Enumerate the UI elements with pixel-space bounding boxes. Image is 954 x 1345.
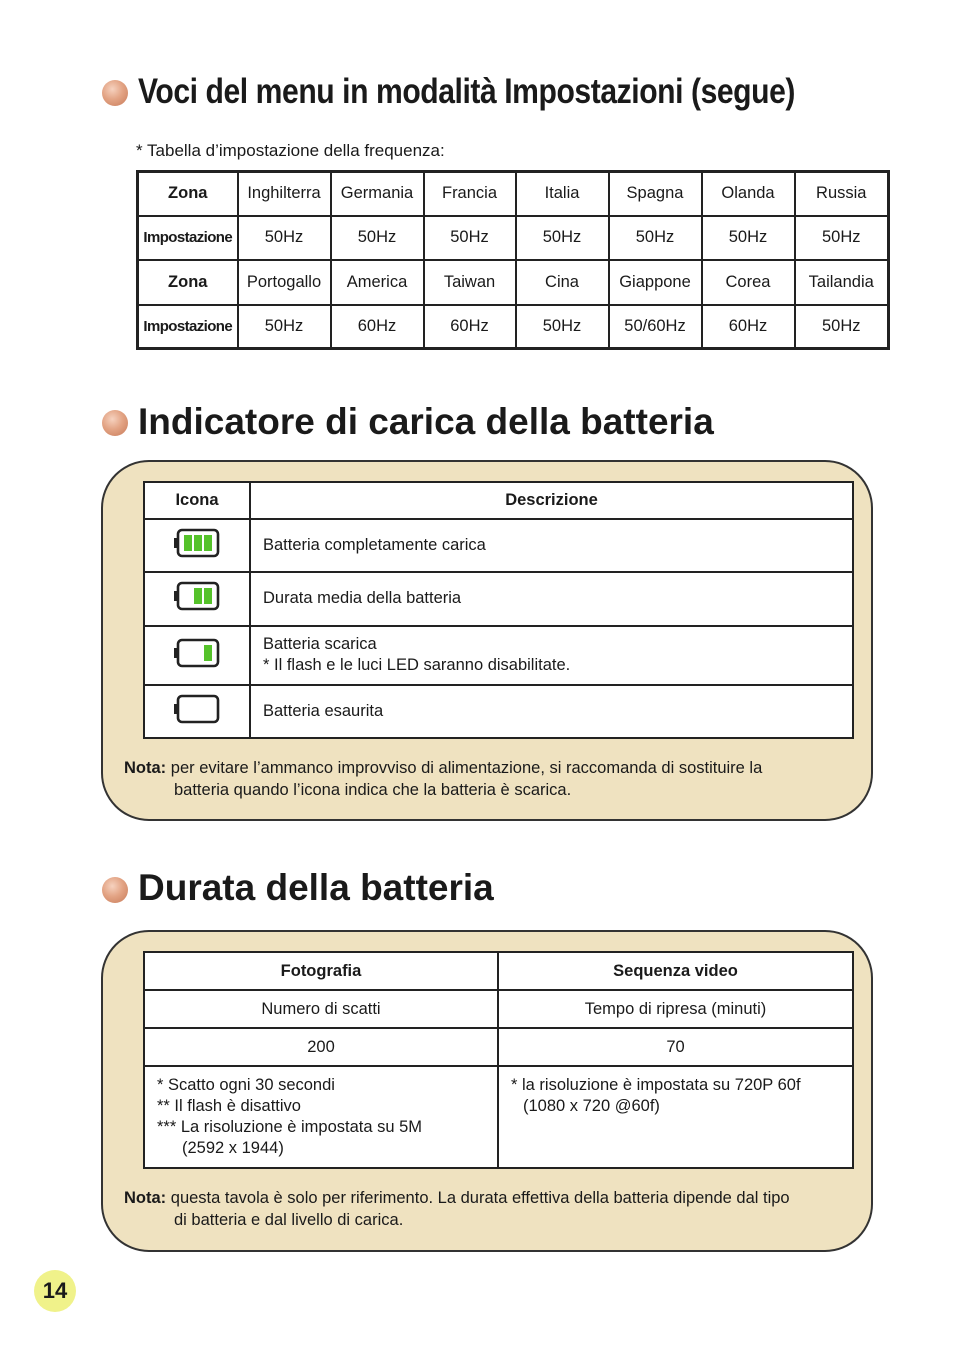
photo-notes [144,1066,498,1168]
battery-medium-icon [173,581,221,611]
table-cell: Francia [424,172,516,216]
section-bullet-icon [102,80,128,106]
table-row [144,572,853,625]
section-title-menu: Voci del menu in modalità Impostazioni (segue) [138,72,795,111]
battery-empty-description: Batteria esaurita [250,685,853,738]
table-cell: Portogallo [238,260,331,305]
table-cell: 50/60Hz [609,305,702,349]
table-cell: 50Hz [238,305,331,349]
table-cell: 50Hz [516,305,609,349]
table-cell: Cina [516,260,609,305]
photo-metric-label: Numero di scatti [144,990,498,1028]
section-bullet-icon [102,877,128,903]
table-row [138,305,889,349]
section-bullet-icon [102,410,128,436]
video-value: 70 [498,1028,853,1066]
setting-label: Impostazione [138,216,238,260]
table-cell: Tailandia [795,260,889,305]
table-row [144,685,853,738]
photo-note-line: ** Il flash è disattivo [157,1097,301,1115]
photo-note-line: *** La risoluzione è impostata su 5M [157,1118,423,1136]
table-row [144,990,853,1028]
note-text-line2: di batteria e dal livello di carica. [174,1210,404,1229]
battery-medium-description: Durata media della batteria [250,572,853,625]
page-number: 14 [34,1270,76,1312]
table-cell: Italia [516,172,609,216]
zone-label: Zona [138,172,238,216]
note-label: Nota: [124,1189,167,1207]
column-header-video: Sequenza video [498,952,853,990]
table-cell: Corea [702,260,795,305]
battery-life-table [143,951,854,1169]
table-cell: 50Hz [702,216,795,260]
table-cell: Russia [795,172,889,216]
table-cell: Olanda [702,172,795,216]
table-row [138,216,889,260]
photo-note-line: (2592 x 1944) [182,1139,284,1157]
frequency-table-caption: * Tabella d’impostazione della frequenza: [136,141,445,160]
table-row [144,626,853,685]
table-cell: 60Hz [424,305,516,349]
photo-note-line: * Scatto ogni 30 secondi [157,1076,335,1094]
table-cell: 50Hz [795,216,889,260]
table-row [138,260,889,305]
table-header-row [144,482,853,519]
table-cell: Inghilterra [238,172,331,216]
table-cell: 50Hz [424,216,516,260]
table-cell: 50Hz [609,216,702,260]
column-header-icon: Icona [144,482,250,519]
table-cell: 50Hz [331,216,424,260]
table-cell: Germania [331,172,424,216]
video-metric-label: Tempo di ripresa (minuti) [498,990,853,1028]
table-row [144,519,853,572]
note-label: Nota: [124,759,167,777]
battery-low-icon [173,638,221,668]
video-note-line: * la risoluzione è impostata su 720P 60f [511,1076,801,1094]
video-note-line: (1080 x 720 @60f) [523,1097,660,1115]
frequency-table [136,170,890,350]
table-cell: Giappone [609,260,702,305]
table-row [144,1028,853,1066]
table-cell: 50Hz [238,216,331,260]
column-header-description: Descrizione [250,482,853,519]
table-header-row [144,952,853,990]
battery-full-description: Batteria completamente carica [250,519,853,572]
note-text-line2: batteria quando l’icona indica che la batteria è scarica. [174,780,572,799]
battery-life-note [124,1188,844,1231]
table-row [144,1066,853,1168]
table-cell: Spagna [609,172,702,216]
battery-indicator-note [124,758,844,801]
table-row [138,172,889,216]
photo-value: 200 [144,1028,498,1066]
video-notes [498,1066,853,1168]
table-cell: America [331,260,424,305]
battery-low-description: Batteria scarica [263,635,377,654]
battery-empty-icon [173,694,221,724]
table-cell: Taiwan [424,260,516,305]
note-text-line1: questa tavola è solo per riferimento. La durata effettiva della batteria dipende dal tipo [170,1189,790,1207]
note-text-line1: per evitare l’ammanco improvviso di alimentazione, si raccomanda di sostituire la [170,759,763,777]
zone-label: Zona [138,260,238,305]
table-cell: 50Hz [795,305,889,349]
section-title-battery-indicator: Indicatore di carica della batteria [138,401,714,442]
battery-full-icon [173,528,221,558]
battery-low-note: * Il flash e le luci LED saranno disabilitate. [263,656,571,675]
column-header-photo: Fotografia [144,952,498,990]
setting-label: Impostazione [138,305,238,349]
table-cell: 60Hz [331,305,424,349]
battery-indicator-table [143,481,854,739]
section-title-battery-life: Durata della batteria [138,867,494,908]
table-cell: 50Hz [516,216,609,260]
table-cell: 60Hz [702,305,795,349]
